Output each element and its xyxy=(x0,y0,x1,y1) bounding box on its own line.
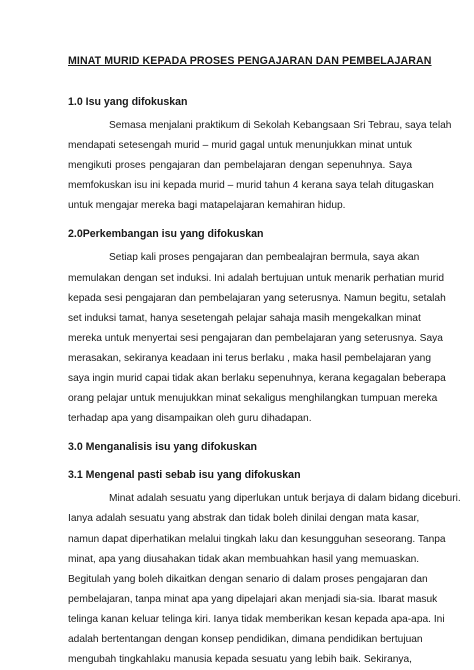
paragraph-line: memulakan dengan set induksi. Ini adalah bertujuan untuk menarik perhatian murid xyxy=(68,272,445,284)
section-heading: 3.1 Mengenal pasti sebab isu yang difokuskan xyxy=(68,469,301,482)
paragraph-line: memfokuskan isu ini kepada murid – murid tahun 4 kerana saya telah ditugaskan xyxy=(68,180,434,192)
paragraph-line: mengubah tingkahlaku manusia kepada sesuatu yang lebih baik. Sekiranya, xyxy=(68,654,412,666)
paragraph xyxy=(68,489,461,670)
section-heading: 3.0 Menganalisis isu yang difokuskan xyxy=(68,441,257,454)
paragraph-line: namun dapat diperhatikan melalui tingkah laku dan kesungguhan seseorang. Tanpa xyxy=(68,533,446,545)
paragraph-line: Semasa menjalani praktikum di Sekolah Kebangsaan Sri Tebrau, saya telah xyxy=(109,120,452,131)
paragraph-line: telinga kanan keluar telinga kiri. Ianya tidak memberikan kesan kepada apa-apa. Ini xyxy=(68,613,445,625)
paragraph-line: kepada sesi pengajaran dan pembelajaran yang seterusnya. Namun begitu, setalah xyxy=(68,292,446,304)
paragraph-line: untuk mengajar mereka bagi matapelajaran kemahiran hidup. xyxy=(68,200,346,212)
paragraph-line: adalah bertentangan dengan konsep pendidikan, dimana pendidikan bertujuan xyxy=(68,633,423,645)
paragraph xyxy=(68,116,452,216)
paragraph-line: orang pelajar untuk menujukkan minat sekaligus menghilangkan tumpuan mereka xyxy=(68,393,438,405)
paragraph-line: mereka untuk menyertai sesi pengajaran dan pembelajaran yang seterusnya. Saya xyxy=(68,332,443,344)
paragraph-line: merasakan, sekiranya keadaan ini terus berlaku , maka hasil pembelajaran yang xyxy=(68,352,431,364)
paragraph-line: minat, apa yang diusahakan tidak akan membuahkan hasil yang memuaskan. xyxy=(68,553,420,565)
paragraph-line: Begitulah yang boleh dikaitkan dengan senario di dalam proses pengajaran dan xyxy=(68,573,428,585)
paragraph-line: Minat adalah sesuatu yang diperlukan untuk berjaya di dalam bidang diceburi. xyxy=(109,493,461,505)
document-title: MINAT MURID KEPADA PROSES PENGAJARAN DAN PEMBELAJARAN xyxy=(68,55,432,67)
paragraph-line: terhadap apa yang disampaikan oleh guru dihadapan. xyxy=(68,413,312,425)
paragraph-line: pembelajaran, tanpa minat apa yang dipelajari akan menjadi sia-sia. Ibarat masuk xyxy=(68,593,438,605)
paragraph xyxy=(68,248,446,429)
paragraph-line: mendapati setesengah murid – murid gagal untuk menunjukkan minat untuk xyxy=(68,140,412,152)
paragraph-line: Setiap kali proses pengajaran dan pembealajran bermula, saya akan xyxy=(109,252,420,264)
paragraph-line: mengikuti proses pengajaran dan pembelajaran dengan sepenuhnya. Saya xyxy=(68,160,412,172)
paragraph-line: saya ingin murid capai tidak akan berlaku sepenuhnya, kerana kegagalan beberapa xyxy=(68,373,446,385)
section-heading: 1.0 Isu yang difokuskan xyxy=(68,96,188,108)
section-heading: 2.0Perkembangan isu yang difokuskan xyxy=(68,228,264,241)
paragraph-line: set induksi tamat, hanya sesetengah pelajar sahaja masih mengekalkan minat xyxy=(68,312,421,324)
paragraph-line: Ianya adalah sesuatu yang abstrak dan tidak boleh dinilai dengan mata kasar, xyxy=(68,513,420,525)
